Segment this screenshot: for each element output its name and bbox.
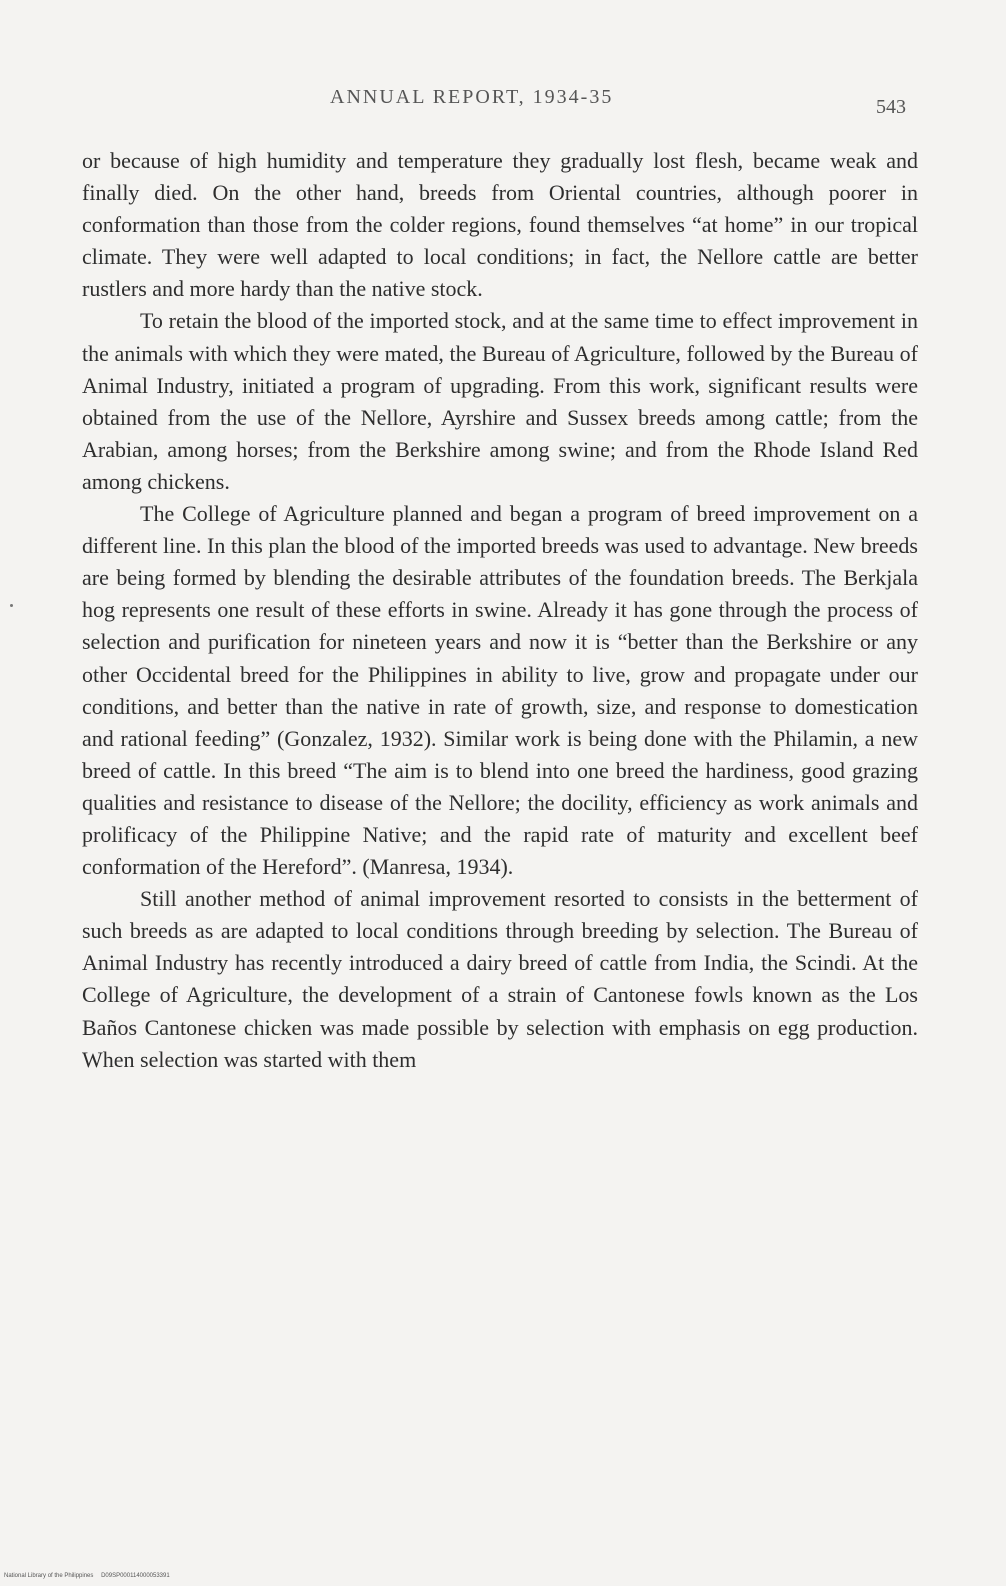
scan-footer [4,1573,170,1579]
margin-speck [10,604,13,607]
paragraph-selection: Still another method of animal improvement resorted to consists in the betterment of such breeds as are adapted to local conditions through breeding by selection. The Bureau of Animal Industry has recently introduced a dairy breed of cattle from India, the Scindi. At the College of Agriculture, the development of a strain of Cantonese fowls known as the Los Baños Cantonese chicken was made possible by selection with emphasis on egg production. When selection was started with them [82,886,918,1072]
paragraph-upgrading: To retain the blood of the imported stock, and at the same time to effect improvement in the animals with which they were mated, the Bureau of Agriculture, followed by the Bureau of Animal Industry, initiated a program of upgrading. From this work, significant results were obtained from the use of the Nellore, Ayrshire and Sussex breeds among cattle; from the Arabian, among horses; from the Berkshire among swine; and from the Rhode Island Red among chickens. [82,308,918,494]
body-text [82,145,918,1475]
footer-code: D09SP000114000053391 [101,1573,170,1579]
footer-library: National Library of the Philippines [4,1573,94,1579]
running-title: ANNUAL REPORT, 1934-35 [330,86,614,108]
paragraph-breed-improvement: The College of Agriculture planned and began a program of breed improvement on a different line. In this plan the blood of the imported breeds was used to advantage. New breeds are being formed by blending the desirable attributes of the foundation breeds. The Berkjala hog represents one result of these efforts in swine. Already it has gone through the process of selection and purification for nineteen years and now it is “better than the Berkshire or any other Occidental breed for the Philippines in ability to live, grow and propagate under our conditions, and better than the native in rate of growth, size, and response to domestication and rational feeding” (Gonzalez, 1932). Similar work is being done with the Philamin, a new breed of cattle. In this breed “The aim is to blend into one breed the hardiness, good grazing qualities and resistance to disease of the Nellore; the docility, efficiency as work animals and prolificacy of the Philippine Native; and the rapid rate of maturity and excellent beef conformation of the Hereford”. (Manresa, 1934). [82,501,918,880]
paragraph-continued: or because of high humidity and temperature they gradually lost flesh, became weak and finally died. On the other hand, breeds from Oriental countries, although poorer in conformation than those from the colder regions, found themselves “at home” in our tropical climate. They were well adapted to local conditions; in fact, the Nellore cattle are better rustlers and more hardy than the native stock. [82,148,918,302]
page-header [0,82,1006,122]
page-number: 543 [876,96,906,118]
